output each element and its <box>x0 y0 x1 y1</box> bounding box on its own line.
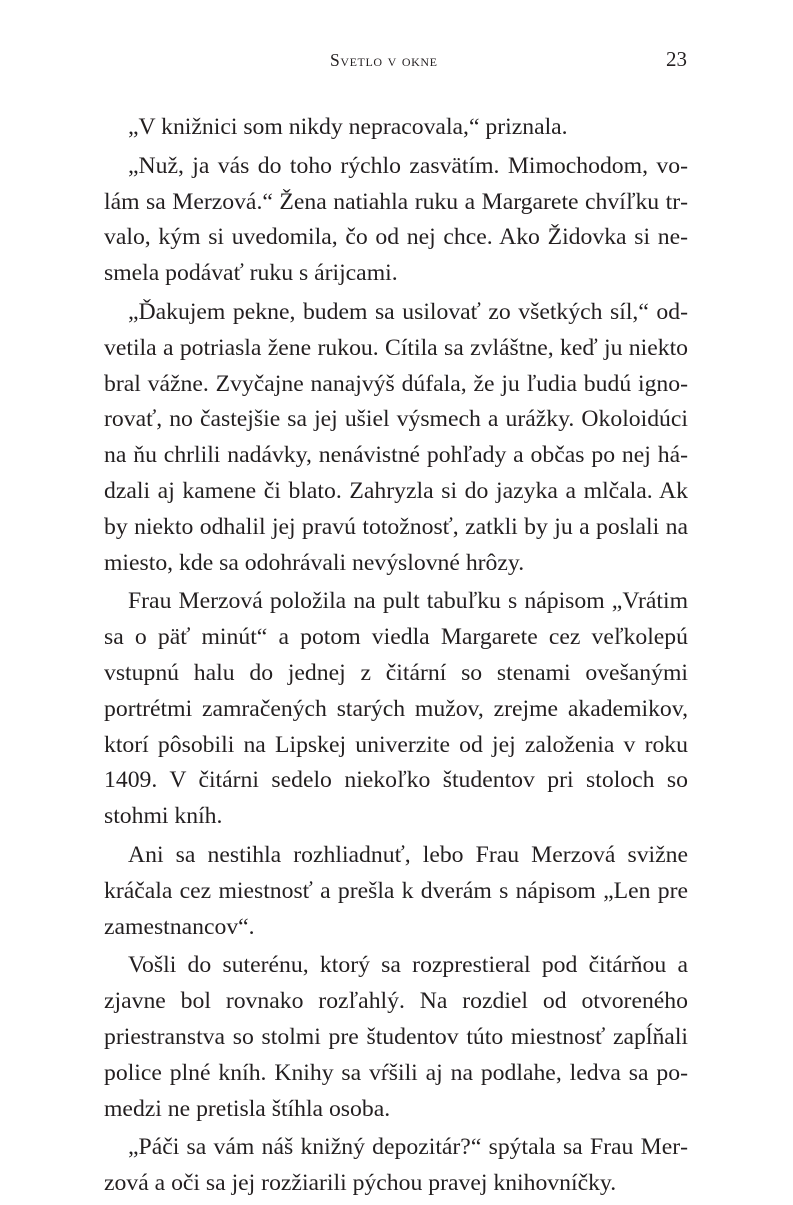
paragraph: Frau Merzová položila na pult tabuľku s nápisom „Vrátim sa o päť minút“ a potom viedla Margarete cez veľkolepú vstupnú halu do jednej z čitární so stenami ovešanými portrétmi zamračených starých mužov, zrejme akademikov, ktorí pôsobili na Lipskej univerzite od jej založenia v roku 1409. V čitárni sedelo niekoľko študentov pri stoloch so stohmi kníh. <box>104 588 688 830</box>
paragraph: „Nuž, ja vás do toho rýchlo zasvätím. Mimochodom, volám sa Merzová.“ Žena natiahla ruku a Margarete chvíľku trvalo, kým si uvedomila, čo od nej chce. Ako Židovka si nesmela podávať ruku s árijcami. <box>104 152 688 287</box>
paragraph: Ani sa nestihla rozhliadnuť, lebo Frau Merzová svižne kráčala cez miestnosť a prešla k dverám s nápisom „Len pre zamestnancov“. <box>104 841 688 940</box>
paragraph: „V knižnici som nikdy nepracovala,“ priznala. <box>128 114 568 140</box>
paragraph: Vošli do suterénu, ktorý sa rozprestieral pod čitárňou a zjavne bol rovnako rozľahlý. Na rozdiel od otvoreného priestranstva so stolmi pre študentov túto miestnosť zapĺňali police plné kníh. Knihy sa vŕšili aj na podlahe, ledva sa pomedzi ne pretisla štíhla osoba. <box>104 952 688 1122</box>
running-title: Svetlo v okne <box>330 50 438 70</box>
body-text <box>104 110 688 1205</box>
running-head <box>0 47 793 72</box>
page-number: 23 <box>666 47 687 71</box>
paragraph: „Páči sa vám náš knižný depozitár?“ spýtala sa Frau Merzová a oči sa jej rozžiarili pýchou pravej knihovníčky. <box>104 1134 688 1197</box>
paragraph: „Ďakujem pekne, budem sa usilovať zo všetkých síl,“ odvetila a potriasla žene rukou. Cítila sa zvláštne, keď ju niekto bral vážne. Zvyčajne nanajvýš dúfala, že ju ľudia budú ignorovať, no častejšie sa jej ušiel výsmech a urážky. Okoloidúci na ňu chrlili nadávky, nenávistné pohľady a občas po nej hádzali aj kamene či blato. Zahryzla si do jazyka a mlčala. Ak by niekto odhalil jej pravú totožnosť, zatkli by ju a poslali na miesto, kde sa odohrávali nevýslovné hrôzy. <box>104 298 688 576</box>
